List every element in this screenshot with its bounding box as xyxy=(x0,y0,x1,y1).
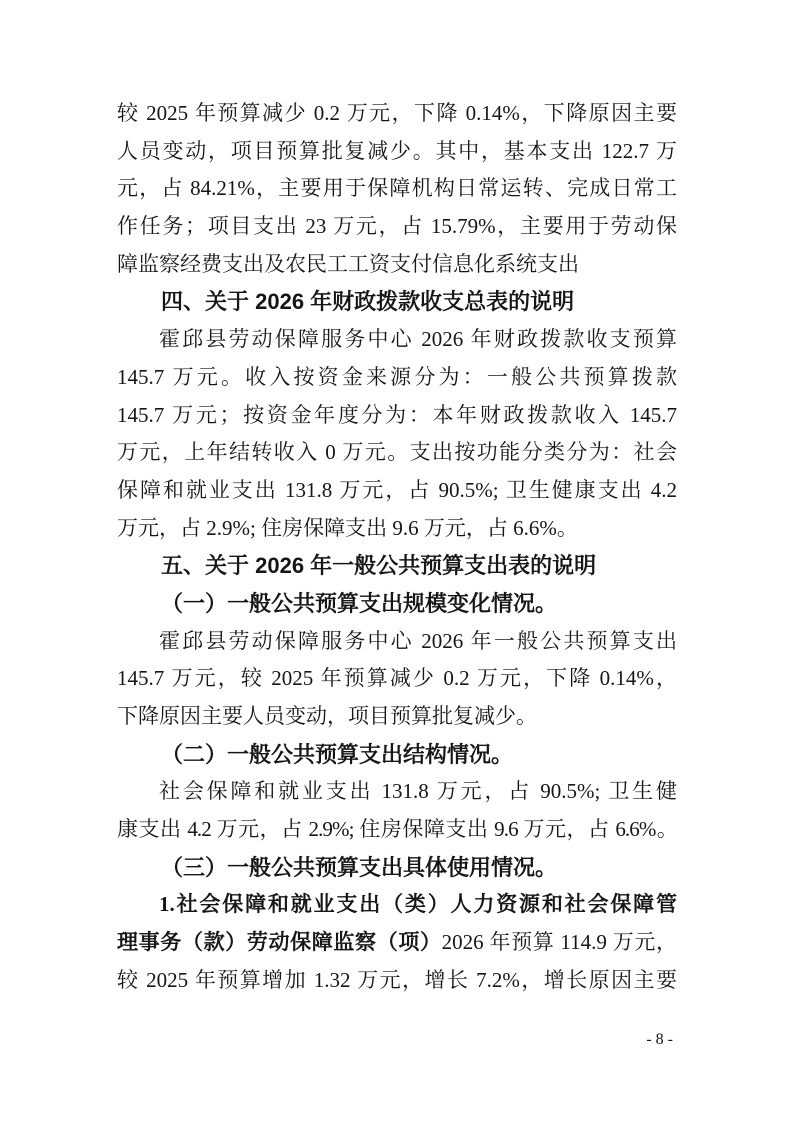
body-text-line: 万元，上年结转收入 0 万元。支出按功能分类分为：社会 xyxy=(117,440,677,465)
body-text-line: 145.7 万元；按资金年度分为：本年财政拨款收入 145.7 xyxy=(117,402,677,427)
line-regular-part: 2026 年预算 114.9 万元， xyxy=(441,930,677,955)
body-text-line: 万元，占 2.9%; 住房保障支出 9.6 万元，占 6.6%。 xyxy=(117,515,578,540)
body-text-line: 较 2025 年预算减少 0.2 万元，下降 0.14%，下降原因主要 xyxy=(117,101,677,125)
line-bold-part: 理事务（款）劳动保障监察（项） xyxy=(117,930,442,955)
heading-section-5: 五、关于 2026 年一般公共预算支出表的说明 xyxy=(161,553,597,579)
body-text-line: 保障和就业支出 131.8 万元，占 90.5%; 卫生健康支出 4.2 xyxy=(117,477,677,502)
body-text-line: 人员变动，项目预算批复减少。其中，基本支出 122.7 万 xyxy=(117,138,677,163)
body-text-line: 康支出 4.2 万元，占 2.9%; 住房保障支出 9.6 万元，占 6.6%。 xyxy=(117,817,677,842)
body-text-line: 元，占 84.21%，主要用于保障机构日常运转、完成日常工 xyxy=(117,176,677,201)
heading-sub-1: （一）一般公共预算支出规模变化情况。 xyxy=(161,590,558,616)
body-text-line: 障监察经费支出及农民工工资支付信息化系统支出 xyxy=(117,251,579,276)
body-text-line: 作任务；项目支出 23 万元，占 15.79%，主要用于劳动保 xyxy=(117,214,677,239)
heading-sub-3: （三）一般公共预算支出具体使用情况。 xyxy=(161,854,558,880)
page-number: - 8 - xyxy=(646,1031,673,1048)
body-text-line: 较 2025 年预算增加 1.32 万元，增长 7.2%，增长原因主要 xyxy=(117,967,677,992)
page-body-text xyxy=(117,95,677,1000)
heading-section-4: 四、关于 2026 年财政拨款收支总表的说明 xyxy=(161,289,575,315)
body-text-line: 霍邱县劳动保障服务中心 2026 年一般公共预算支出 xyxy=(159,628,677,653)
heading-sub-2: （二）一般公共预算支出结构情况。 xyxy=(161,741,514,767)
body-text-line: 145.7 万元，较 2025 年预算减少 0.2 万元，下降 0.14%， xyxy=(117,666,677,691)
body-text-line: 下降原因主要人员变动，项目预算批复减少。 xyxy=(117,704,537,728)
body-text-line xyxy=(117,924,677,962)
body-text-line: 145.7 万元。收入按资金来源分为：一般公共预算拨款 xyxy=(117,364,677,389)
body-text-line: 霍邱县劳动保障服务中心 2026 年财政拨款收支预算 xyxy=(159,327,677,352)
body-text-line: 社会保障和就业支出 131.8 万元，占 90.5%; 卫生健 xyxy=(159,779,677,804)
body-text-line-bold: 1.社会保障和就业支出（类）人力资源和社会保障管 xyxy=(159,892,677,917)
